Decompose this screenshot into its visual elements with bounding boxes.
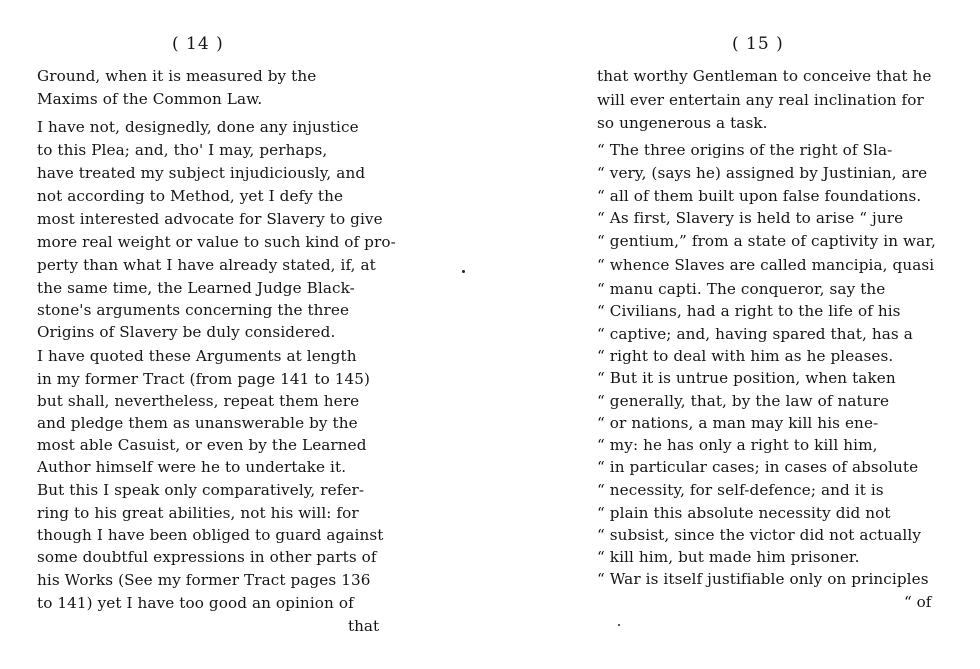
catchword: that	[348, 617, 380, 635]
text-line: “ captive; and, having spared that, has a	[597, 325, 913, 343]
text-line: “ But it is untrue position, when taken	[597, 369, 896, 387]
text-line: his Works (See my former Tract pages 136	[37, 571, 371, 589]
text-line: “ Civilians, had a right to the life of his	[597, 302, 901, 320]
text-line: “ As first, Slavery is held to arise “ jure	[597, 209, 904, 227]
text-line: “ plain this absolute necessity did not	[597, 504, 891, 522]
text-line: “ in particular cases; in cases of absolute	[597, 458, 919, 476]
text-line: “ The three origins of the right of Sla-	[597, 141, 893, 159]
text-line: I have not, designedly, done any injustice	[37, 118, 359, 136]
text-line: ring to his great abilities, not his will: for	[37, 504, 359, 522]
text-line: “ very, (says he) assigned by Justinian, are	[597, 164, 928, 182]
text-line: “ all of them built upon false foundations.	[597, 187, 922, 205]
text-line: Ground, when it is measured by the	[37, 67, 317, 85]
text-line: more real weight or value to such kind of pro-	[37, 233, 396, 251]
text-line: not according to Method, yet I defy the	[37, 187, 344, 205]
page-number: ( 14 )	[172, 34, 224, 54]
text-line: “ generally, that, by the law of nature	[597, 392, 890, 410]
catchword: “ of	[904, 593, 932, 611]
text-line: “ whence Slaves are called mancipia, quasi	[597, 256, 935, 274]
text-line: “ my: he has only a right to kill him,	[597, 436, 878, 454]
text-line: I have quoted these Arguments at length	[37, 347, 357, 365]
text-line: “ manu capti. The conqueror, say the	[597, 280, 886, 298]
text-line: “ subsist, since the victor did not actually	[597, 526, 922, 544]
text-line: But this I speak only comparatively, refer-	[37, 481, 365, 499]
text-line: some doubtful expressions in other parts of	[37, 548, 377, 566]
text-line: “ necessity, for self-defence; and it is	[597, 481, 884, 499]
text-line: though I have been obliged to guard against	[37, 526, 384, 544]
text-line: to this Plea; and, tho' I may, perhaps,	[37, 141, 328, 159]
text-line: “ kill him, but made him prisoner.	[597, 548, 860, 566]
text-line: “ right to deal with him as he pleases.	[597, 347, 894, 365]
right-page	[490, 0, 980, 669]
text-line: most interested advocate for Slavery to give	[37, 210, 383, 228]
text-line: to 141) yet I have too good an opinion of	[37, 594, 354, 612]
text-line: have treated my subject injudiciously, and	[37, 164, 366, 182]
text-line: will ever entertain any real inclination for	[597, 91, 924, 109]
text-line: “ War is itself justifiable only on principles	[597, 570, 929, 588]
text-line: Origins of Slavery be duly considered.	[37, 323, 336, 341]
text-line: stone's arguments concerning the three	[37, 301, 350, 319]
ink-speck	[618, 624, 620, 626]
text-line: perty than what I have already stated, if, at	[37, 256, 376, 274]
text-line: “ gentium,” from a state of captivity in war,	[597, 232, 936, 250]
text-line: most able Casuist, or even by the Learned	[37, 436, 367, 454]
text-line: so ungenerous a task.	[597, 114, 768, 132]
text-line: the same time, the Learned Judge Black-	[37, 279, 355, 297]
text-line: in my former Tract (from page 141 to 145)	[37, 370, 371, 388]
page-number: ( 15 )	[732, 34, 784, 54]
text-line: but shall, nevertheless, repeat them here	[37, 392, 360, 410]
text-line: Maxims of the Common Law.	[37, 90, 263, 108]
text-line: that worthy Gentleman to conceive that he	[597, 67, 932, 85]
text-line: and pledge them as unanswerable by the	[37, 414, 358, 432]
text-line: Author himself were he to undertake it.	[37, 458, 347, 476]
text-line: “ or nations, a man may kill his ene-	[597, 414, 879, 432]
ink-speck	[462, 270, 465, 273]
